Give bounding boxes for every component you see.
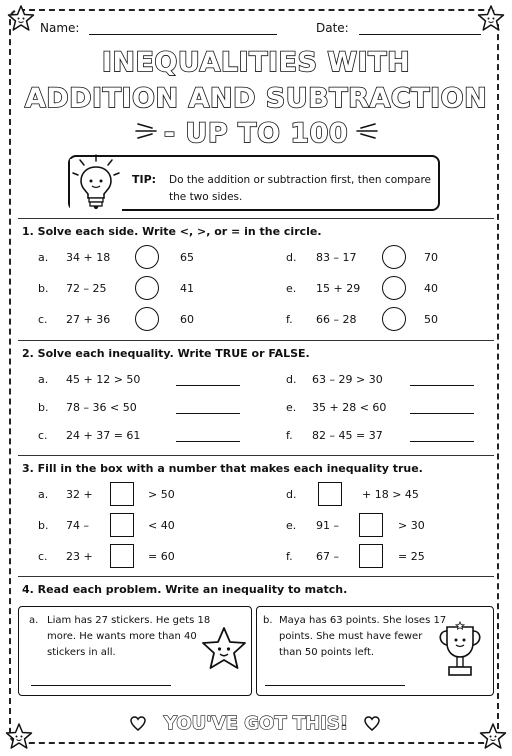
answer-line[interactable] [410, 441, 474, 442]
tip-label: TIP: [132, 173, 157, 186]
answer-line[interactable] [176, 441, 240, 442]
problem-text-line: Liam has 27 stickers. He gets 18 [47, 615, 211, 626]
problem-expression: 15 + 29 [316, 282, 361, 295]
problem-letter: c. [38, 429, 48, 442]
tip-text: Do the addition or subtraction first, then compare the two sides. [169, 174, 431, 203]
date-line[interactable] [359, 23, 481, 35]
divider [18, 340, 494, 341]
problem-text-line: Maya has 63 points. She loses 17 [279, 615, 447, 626]
section3-heading: 3. Fill in the box with a number that makes each inequality true. [22, 462, 423, 475]
problem-expression: 35 + 28 < 60 [312, 401, 387, 414]
answer-line[interactable] [410, 413, 474, 414]
problem-value: 50 [424, 313, 438, 326]
problem-expression: 72 – 25 [66, 282, 107, 295]
divider [18, 218, 494, 219]
problem-expression: 67 – [316, 550, 339, 563]
name-label: Name: [40, 21, 80, 35]
problem-expression: 66 – 28 [316, 313, 357, 326]
problem-letter: a. [38, 488, 49, 501]
problem-expression: > 30 [398, 519, 425, 532]
page-title-line3: - UP TO 100 [163, 118, 349, 149]
word-problem-b [256, 606, 494, 696]
problem-value: 65 [180, 251, 194, 264]
problem-expression: < 40 [148, 519, 175, 532]
problem-expression: 78 – 36 < 50 [66, 401, 137, 414]
problem-expression: 63 – 29 > 30 [312, 373, 383, 386]
problem-expression: 91 – [316, 519, 339, 532]
problem-expression: 82 – 45 = 37 [312, 429, 383, 442]
problem-letter: e. [286, 401, 297, 414]
problem-expression: 45 + 12 > 50 [66, 373, 141, 386]
problem-expression: 27 + 36 [66, 313, 111, 326]
problem-expression: = 25 [398, 550, 425, 563]
problem-text-line: stickers in all. [47, 647, 116, 658]
answer-circle[interactable] [382, 276, 406, 300]
problem-letter: d. [286, 251, 297, 264]
answer-box[interactable] [110, 513, 134, 537]
name-field[interactable] [40, 21, 277, 35]
star-icon [199, 625, 249, 675]
sparkle-lines-icon [353, 120, 379, 142]
problem-expression: 24 + 37 = 61 [66, 429, 141, 442]
problem-letter: d. [286, 373, 297, 386]
divider [18, 576, 494, 577]
name-line[interactable] [89, 23, 277, 35]
answer-line[interactable] [176, 413, 240, 414]
problem-expression: 74 – [66, 519, 89, 532]
problem-expression: = 60 [148, 550, 175, 563]
footer-message: YOU'VE GOT THIS! [163, 713, 349, 734]
problem-expression: + 18 > 45 [362, 488, 419, 501]
problem-letter: f. [286, 429, 293, 442]
problem-letter: e. [286, 282, 297, 295]
problem-letter: c. [38, 550, 48, 563]
problem-value: 70 [424, 251, 438, 264]
problem-letter: d. [286, 488, 297, 501]
trophy-icon [433, 621, 487, 683]
problem-text-line: more. He wants more than 40 [47, 631, 197, 642]
problem-letter: f. [286, 550, 293, 563]
answer-box[interactable] [110, 482, 134, 506]
star-icon [6, 4, 36, 34]
problem-text-line: than 50 points left. [279, 647, 375, 658]
problem-expression: 34 + 18 [66, 251, 111, 264]
problem-letter: b. [38, 282, 49, 295]
answer-box[interactable] [359, 513, 383, 537]
answer-box[interactable] [359, 544, 383, 568]
section2-heading: 2. Solve each inequality. Write TRUE or FALSE. [22, 347, 310, 360]
page-title-line1: INEQUALITIES WITH [101, 47, 411, 78]
answer-line[interactable] [410, 385, 474, 386]
tip-box [68, 155, 440, 211]
problem-letter: e. [286, 519, 297, 532]
problem-value: 40 [424, 282, 438, 295]
lightbulb-icon [70, 153, 122, 213]
problem-expression: > 50 [148, 488, 175, 501]
sparkle-lines-icon [134, 120, 160, 142]
date-field[interactable] [316, 21, 481, 35]
answer-line[interactable] [31, 685, 171, 686]
page-title-line2: ADDITION AND SUBTRACTION [24, 83, 488, 114]
problem-expression: 23 + [66, 550, 93, 563]
problem-value: 41 [180, 282, 194, 295]
problem-value: 60 [180, 313, 194, 326]
date-label: Date: [316, 21, 349, 35]
answer-line[interactable] [176, 385, 240, 386]
answer-circle[interactable] [382, 245, 406, 269]
divider [18, 455, 494, 456]
heart-icon [364, 716, 380, 731]
problem-letter: b. [38, 519, 49, 532]
answer-box[interactable] [110, 544, 134, 568]
answer-box[interactable] [318, 482, 342, 506]
problem-letter: b. [38, 401, 49, 414]
problem-expression: 83 – 17 [316, 251, 357, 264]
answer-circle[interactable] [135, 245, 159, 269]
problem-text-line: points. She must have fewer [279, 631, 423, 642]
problem-letter: f. [286, 313, 293, 326]
answer-circle[interactable] [135, 276, 159, 300]
word-problem-a [18, 606, 252, 696]
section4-heading: 4. Read each problem. Write an inequality to match. [22, 583, 348, 596]
problem-letter: a. [38, 251, 49, 264]
problem-letter: a. [38, 373, 49, 386]
answer-line[interactable] [265, 685, 405, 686]
problem-letter: a. [29, 615, 39, 626]
problem-letter: c. [38, 313, 48, 326]
problem-expression: 32 + [66, 488, 93, 501]
answer-circle[interactable] [135, 307, 159, 331]
problem-letter: b. [263, 615, 273, 626]
section1-heading: 1. Solve each side. Write <, >, or = in the circle. [22, 225, 322, 238]
answer-circle[interactable] [382, 307, 406, 331]
